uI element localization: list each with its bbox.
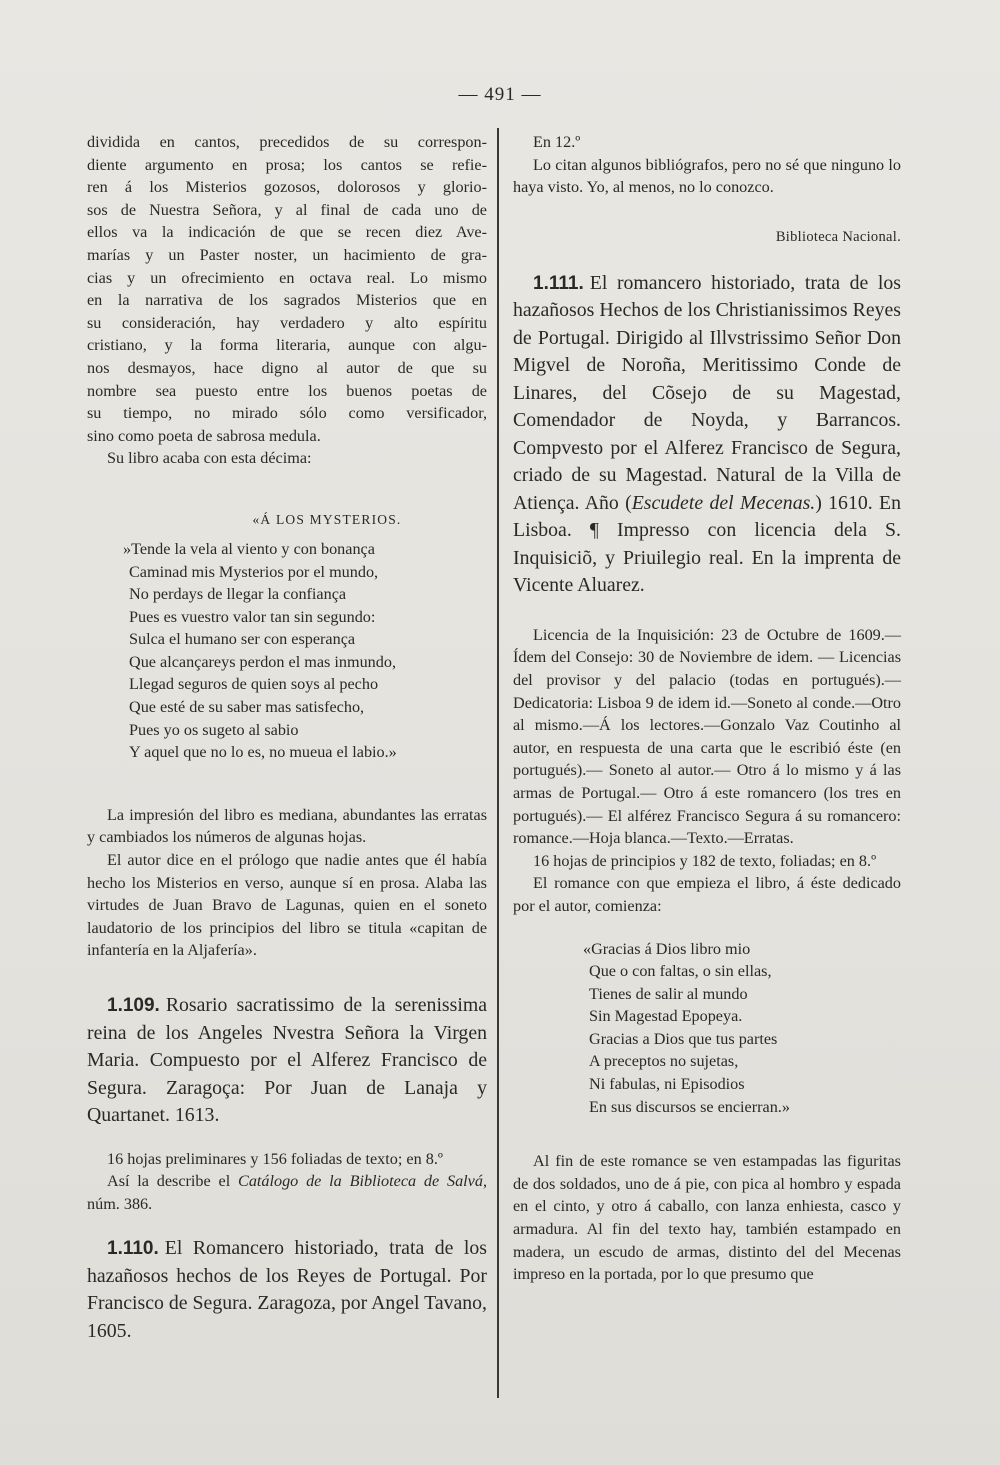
paragraph-prologue: El autor dice en el prólogo que nadie antes que él había hecho los Misterios en verso, aunque sí en prosa. Alaba las virtudes de Juan Bravo de Lagunas, quien en el soneto laudatorio de los principios del libro se titula «capitan de infantería en la Aljafería».	[87, 851, 487, 960]
source-ref: , núm. 386.	[87, 1172, 487, 1213]
paragraph-collation: 16 hojas de principios y 182 de texto, foliadas; en 8.º	[533, 851, 877, 870]
text-line: su tiempo, no mirado sólo como versificador,	[87, 404, 487, 423]
entry-number: 1.110.	[107, 1238, 159, 1260]
text-line: ellos va la indicación de que se recen diez Ave-	[87, 223, 487, 242]
poem-line: Tienes de salir al mundo	[589, 984, 748, 1003]
poem-line: Gracias a Dios que tus partes	[589, 1029, 778, 1048]
paragraph-format: En 12.º	[533, 133, 581, 151]
text-line: sino como poeta de sabrosa medula.	[87, 426, 321, 445]
entry-title-part: ) 1610. En Lisboa. ¶ Impresso con licencia dela S. Inquisiciõ, y Priuilegio real. En la imprenta de Vicente Aluarez.	[513, 491, 902, 597]
entry-1109	[87, 992, 487, 1130]
paragraph-intro-poem: Su libro acaba con esta décima:	[107, 449, 312, 468]
text-line: cias y un ofrecimiento en octava real. Lo mismo	[87, 268, 487, 287]
poem-line: Y aquel que no lo es, no mueua el labio.»	[129, 743, 397, 762]
entry-1109-source	[87, 1170, 487, 1215]
poem-line: En sus discursos se encierran.»	[589, 1097, 790, 1116]
poem-line: Caminad mis Mysterios por el mundo,	[129, 562, 379, 581]
paragraph-description	[87, 131, 487, 447]
poem-title: «Á LOS MYSTERIOS.	[252, 511, 402, 527]
left-column	[87, 131, 487, 1345]
text-line: nombre sea puesto entre los buenos poetas de	[87, 381, 487, 400]
text-line: su consideración, hay verdadero y alto espíritu	[87, 313, 487, 332]
library-location: Biblioteca Nacional.	[775, 228, 901, 245]
poem-line: Que esté de su saber mas satisfecho,	[129, 698, 365, 717]
entry-title-part: El romancero historiado, trata de los hazañosos Hechos de los Christianissimos Reyes de Portugal. Dirigido al Illvstrissimo Señor Don Migvel de Noroña, Meritissimo Conde de Linares, del Cõsejo de su Magestad, Comendador de Noyda, y Barrancos. Compvesto por el Alferez Francisco de Segura, criado de su Magestad. Natural de la Villa de Atiença. Año (	[513, 271, 901, 514]
text-line: marías y un Paster noster, un hacimiento de gra-	[87, 245, 487, 264]
entry-number: 1.109.	[107, 995, 160, 1016]
poem-line: Pues yo os sugeto al sabio	[129, 720, 299, 739]
poem-romance	[583, 938, 901, 1119]
poem-line: Llegad seguros de quien soys al pecho	[129, 675, 379, 694]
catalog-title: Catálogo de la Biblioteca de Salvá	[238, 1172, 483, 1191]
poem-line: Sin Magestad Epopeya.	[589, 1007, 743, 1026]
poem-line: Ni fabulas, ni Episodios	[589, 1075, 745, 1094]
poem-line: Que o con faltas, o sin ellas,	[589, 962, 772, 981]
paragraph-contents: Licencia de la Inquisición: 23 de Octubre de 1609.—Ídem del Consejo: 30 de Noviembre de idem. — Licencias del provisor y del palacio (todas en portugués).—Dedicatoria: Lisboa 9 de idem id.—Soneto al conde.—Otro al mismo.—Á los lectores.—Gonzalo Vaz Coutinho al autor, en respuesta de una carta que le escribió éste (en portugués).— Soneto al autor.— Otro á lo mismo y á las armas de Portugal.— Otro á este romancero (los tres en portugués).— El alférez Francisco Segura á su romancero: romance.—Hoja blanca.—Texto.—Erratas.	[513, 625, 901, 848]
text-line: cristiano, y la forma literaria, aunque con algu-	[87, 336, 487, 355]
entry-1109-collation: 16 hojas preliminares y 156 foliadas de texto; en 8.º	[107, 1149, 443, 1168]
poem-line: No perdays de llegar la confiança	[129, 585, 347, 604]
entry-1111	[513, 270, 901, 600]
entry-title: Rosario sacratissimo de la serenissima reina de los Angeles Nvestra Señora la Virgen Maria. Compuesto por el Alferez Francisco de Segura. Zaragoça: Por Juan de Lanaja y Quartanet. 1613.	[87, 994, 487, 1126]
entry-number: 1.111.	[533, 272, 584, 294]
poem-line: «Gracias á Dios libro mio	[583, 939, 751, 958]
paragraph-figures: Al fin de este romance se ven estampadas las figuritas de dos soldados, uno de á pie, con pica al hombro y espada en el cinto, y otro á caballo, con lanza enhiesta, casco y armadura. Al fin del texto hay, también estampado en madera, un escudo de armas, distinto del del Mecenas impreso en la portada, por lo que presumo que	[513, 1152, 901, 1284]
poem-line: Que alcançareys perdon el mas inmundo,	[129, 652, 396, 671]
source-text: Así la describe el	[107, 1172, 231, 1191]
page-number: — 491 —	[458, 84, 542, 105]
poem-line: »Tende la vela al viento y con bonança	[123, 539, 375, 558]
text-line: nos desmayos, hace digno al autor de que su	[87, 358, 487, 377]
text-line: ren á los Misterios gozosos, dolorosos y glorio-	[87, 178, 487, 197]
column-divider	[497, 128, 499, 1398]
entry-title-italic: Escudete del Mecenas.	[631, 491, 816, 514]
text-line: diente argumento en prosa; los cantos se refie-	[87, 155, 487, 174]
text-line: sos de Nuestra Señora, y al final de cada uno de	[87, 200, 487, 219]
poem-line: Pues es vuestro valor tan sin segundo:	[129, 607, 376, 626]
poem-decima	[123, 538, 487, 764]
text-line: dividida en cantos, precedidos de su correspon-	[87, 133, 487, 151]
text-line: en la narrativa de los sagrados Misterios que en	[87, 291, 487, 310]
right-column	[513, 131, 901, 1286]
poem-line: Sulca el humano ser con esperança	[129, 630, 356, 649]
poem-line: A preceptos no sujetas,	[589, 1052, 739, 1071]
paragraph-printing: La impresión del libro es mediana, abundantes las erratas y cambiados los números de algunas hojas.	[87, 805, 487, 847]
paragraph-romance-intro: El romance con que empieza el libro, á éste dedicado por el autor, comienza:	[513, 874, 901, 915]
entry-title: El Romancero historiado, trata de los hazañosos hechos de los Reyes de Portugal. Por Francisco de Segura. Zaragoza, por Angel Tavano, 1605.	[87, 1237, 487, 1342]
entry-1110	[87, 1235, 487, 1345]
paragraph-citation: Lo citan algunos bibliógrafos, pero no sé que ninguno lo haya visto. Yo, al menos, no lo conozco.	[513, 155, 901, 197]
